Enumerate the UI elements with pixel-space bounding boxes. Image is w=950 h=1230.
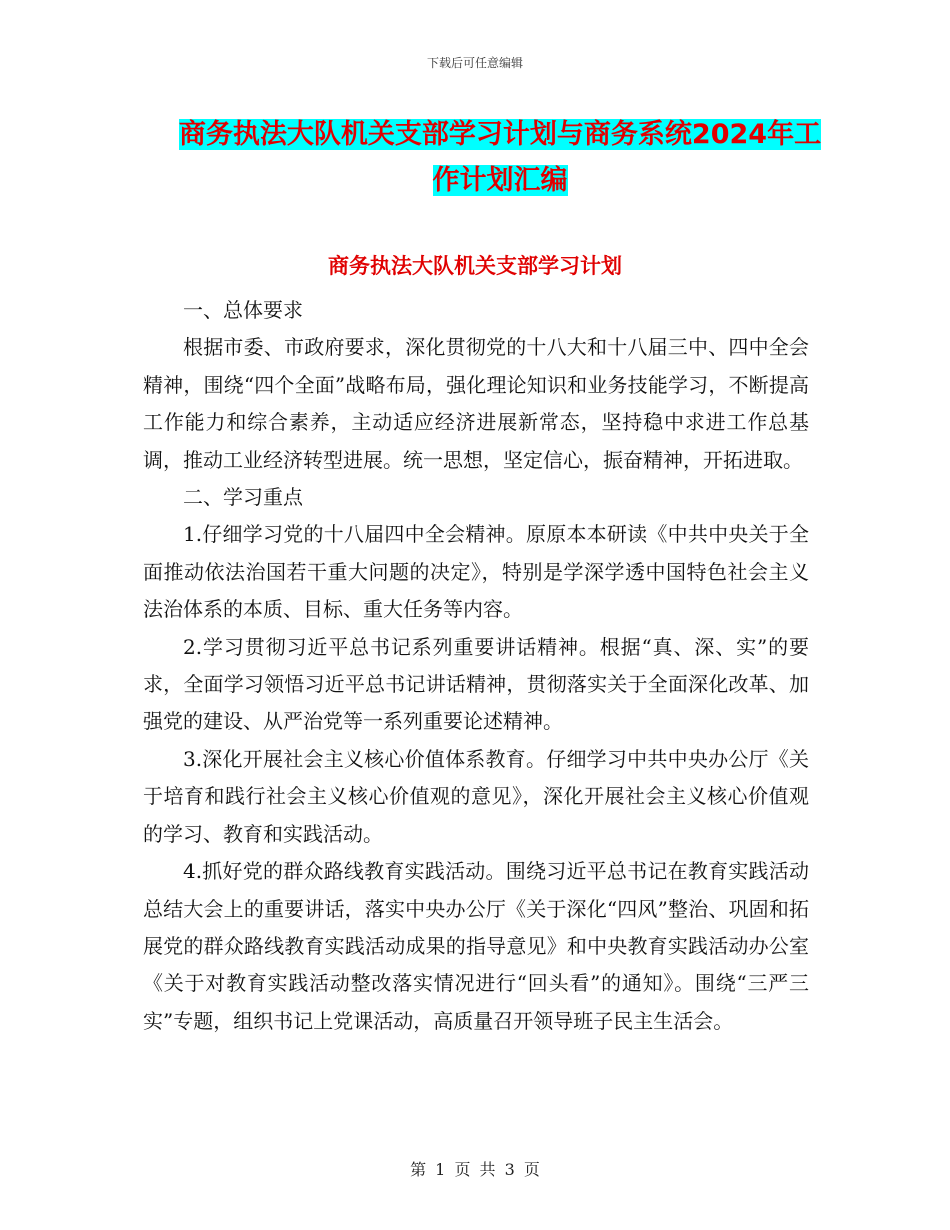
header-note: 下载后可任意编辑: [426, 56, 523, 70]
paragraph-item-4: 4.抓好党的群众路线教育实践活动。围绕习近平总书记在教育实践活动总结大会上的重要讲话，落实中央办公厅《关于深化“四风”整治、巩固和拓展党的群众路线教育实践活动成果的指导意见》和中央教育实践活动办公室《关于对教育实践活动整改落实情况进行“回头看”的通知》。围绕“三严三实”专题，组织书记上党课活动，高质量召开领导班子民主生活会。: [143, 859, 809, 1033]
paragraph-general-requirements: 根据市委、市政府要求，深化贯彻党的十八大和十八届三中、四中全会精神，围绕“四个全面”战略布局，强化理论知识和业务技能学习，不断提高工作能力和综合素养，主动适应经济进展新常态，坚持稳中求进工作总基调，推动工业经济转型进展。统一思想，坚定信心，振奋精神，开拓进取。: [143, 335, 809, 472]
document-title: [150, 112, 850, 204]
document-title-line-1: 商务执法大队机关支部学习计划与商务系统2024年工: [178, 119, 822, 150]
heading-study-focus: 二、学习重点: [183, 485, 303, 510]
paragraph-item-3: 3.深化开展社会主义核心价值体系教育。仔细学习中共中央办公厅《关于培育和践行社会主义核心价值观的意见》，深化开展社会主义核心价值观的学习、教育和实践活动。: [143, 746, 809, 846]
heading-general-requirements: 一、总体要求: [183, 298, 303, 322]
document-title-line-2: 作计划汇编: [432, 165, 568, 196]
page-footer: 第 1 页 共 3 页: [410, 1160, 540, 1179]
section-title: 商务执法大队机关支部学习计划: [328, 254, 622, 278]
document-body: [143, 292, 809, 1040]
paragraph-item-2: 2.学习贯彻习近平总书记系列重要讲话精神。根据“真、深、实”的要求，全面学习领悟习近平总书记讲话精神，贯彻落实关于全面深化改革、加强党的建设、从严治党等一系列重要论述精神。: [143, 634, 809, 734]
paragraph-item-1: 1.仔细学习党的十八届四中全会精神。原原本本研读《中共中央关于全面推动依法治国若干重大问题的决定》，特别是学深学透中国特色社会主义法治体系的本质、目标、重大任务等内容。: [143, 522, 809, 622]
